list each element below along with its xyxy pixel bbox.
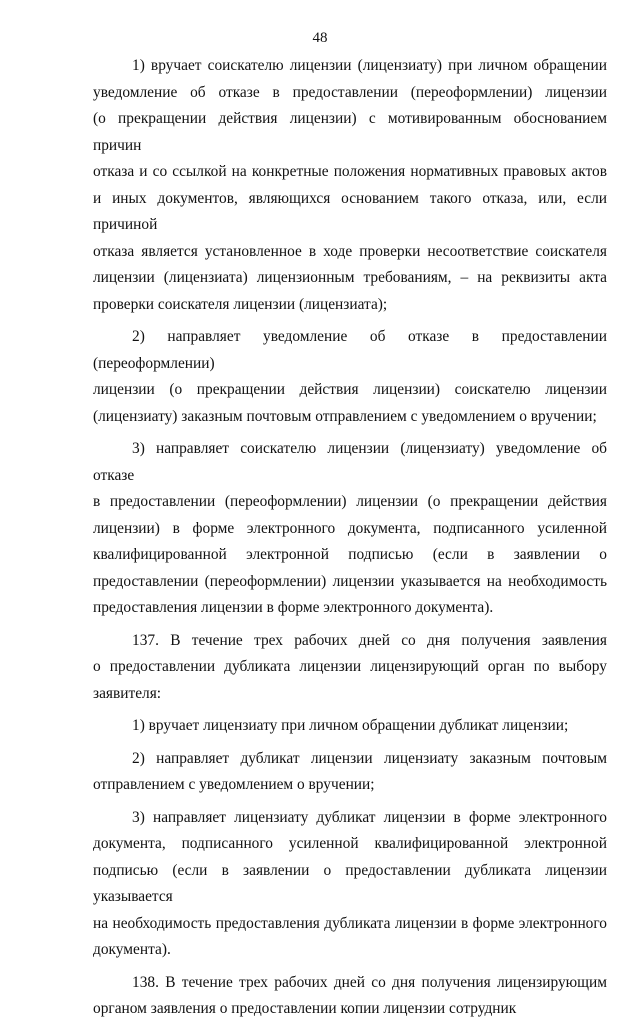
paragraph-line: документа). [93,941,171,958]
paragraph [93,746,607,799]
paragraph-line: подписью (если в заявлении о предоставлении дубликата лицензии указывается [93,861,607,905]
paragraph-line: проверки соискателя лицензии (лицензиата); [93,295,388,313]
paragraph-line: лицензии (о прекращении действия лицензии) соискателю лицензии [93,381,607,398]
paragraph-line: предоставления лицензии в форме электронного документа). [93,599,494,616]
paragraph-line: отправлением с уведомлением о вручении; [93,776,375,793]
paragraph-line: о предоставлении дубликата лицензии лицензирующий орган по выбору [93,658,607,675]
paragraph-line: (о прекращении действия лицензии) с мотивированным обоснованием причин [93,110,607,154]
paragraph-line: отказа является установленное в ходе проверки несоответствие соискателя [93,242,607,260]
paragraph-line: квалифицированной электронной подписью (если в заявлении о [93,546,607,563]
paragraph-line: на необходимость предоставления дубликата лицензии в форме электронного [93,914,607,932]
paragraph-line: 3) направляет соискателю лицензии (лицензиату) уведомление об отказе [93,440,607,484]
paragraph-line: в предоставлении (переоформлении) лицензии (о прекращении действия [93,493,607,510]
paragraph-line: и иных документов, являющихся основанием такого отказа, или, если причиной [93,189,607,233]
paragraph-line: 2) направляет дубликат лицензии лицензиату заказным почтовым [132,749,607,767]
paragraph [93,53,607,318]
paragraph-line: документа, подписанного усиленной квалифицированной электронной [93,835,607,852]
paragraph-line: 3) направляет лицензиату дубликат лицензии в форме электронного [132,808,607,826]
paragraph [93,324,607,430]
paragraph-line: уведомление об отказе в предоставлении (переоформлении) лицензии [93,83,607,101]
paragraph [93,628,607,708]
paragraph [93,970,607,1023]
paragraph-line: заявителя: [93,684,162,702]
paragraph [93,713,607,740]
paragraph-line: 137. В течение трех рабочих дней со дня получения заявления [132,631,607,649]
paragraph-line: органом заявления о предоставлении копии лицензии сотрудник [93,1000,517,1017]
paragraph-line: 138. В течение трех рабочих дней со дня получения лицензирующим [132,973,607,991]
paragraph-line: 1) вручает соискателю лицензии (лицензиату) при личном обращении [132,57,607,74]
paragraph-line: предоставлении (переоформлении) лицензии указывается на необходимость [93,572,607,590]
paragraph-line: 2) направляет уведомление об отказе в предоставлении (переоформлении) [93,328,607,372]
paragraph-line: 1) вручает лицензиату при личном обращении дубликат лицензии; [132,717,569,734]
paragraph-line: лицензии (лицензиата) лицензионным требованиям, – на реквизиты акта [93,269,607,286]
document-body [93,53,607,1028]
paragraph [93,436,607,622]
page-number: 48 [312,30,328,46]
paragraph-line: лицензии) в форме электронного документа, подписанного усиленной [93,519,607,537]
paragraph-line: (лицензиату) заказным почтовым отправлением с уведомлением о вручении; [93,407,597,425]
paragraph-line: отказа и со ссылкой на конкретные положения нормативных правовых актов [93,163,607,180]
paragraph [93,805,607,964]
